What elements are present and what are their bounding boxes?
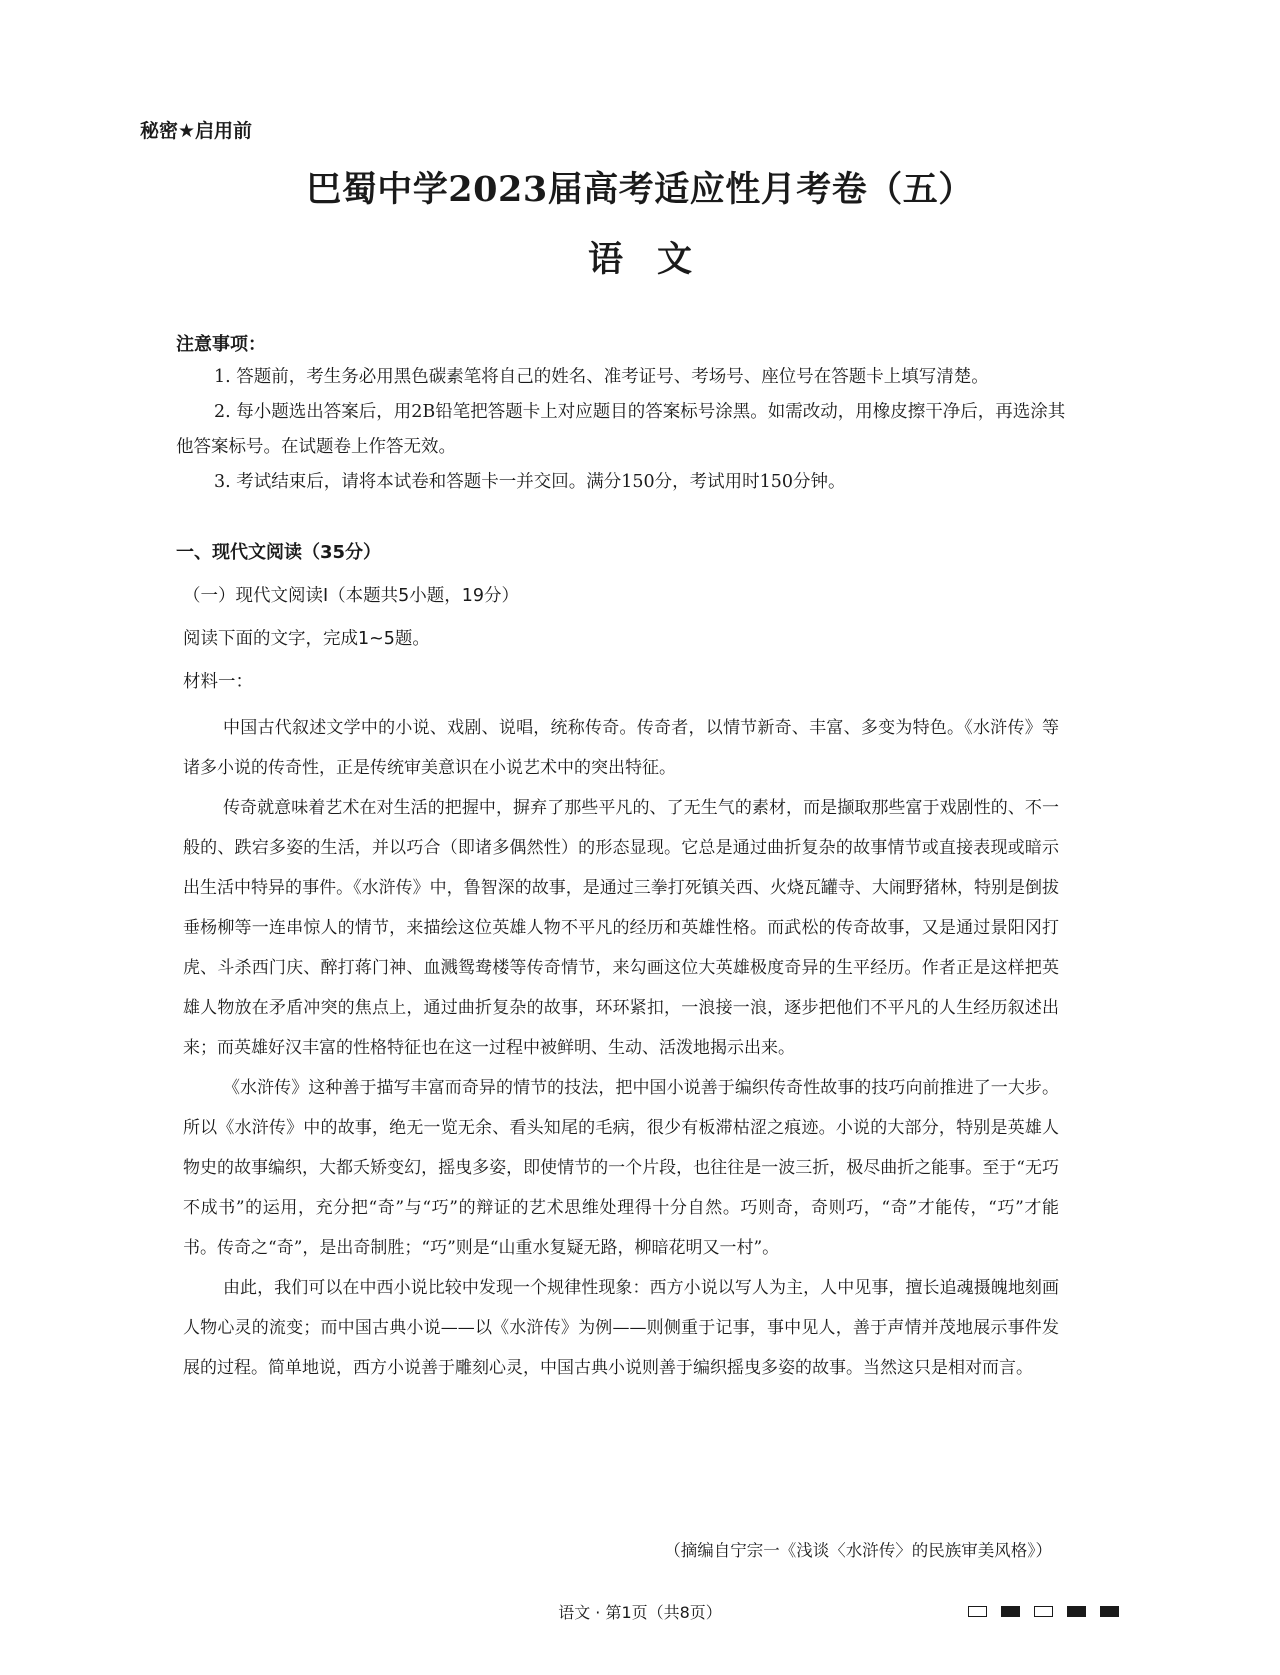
notice-heading: 注意事项： — [176, 334, 266, 355]
material-label: 材料一： — [183, 672, 253, 692]
scan-mark-filled — [1100, 1606, 1119, 1617]
confidential-label: 秘密★启用前 — [140, 120, 253, 142]
notice-list — [176, 360, 1076, 500]
source-citation: （摘编自宁宗一《浅谈〈水浒传〉的民族审美风格》） — [664, 1541, 1052, 1560]
notice-item: 1. 答题前，考生务必用黑色碳素笔将自己的姓名、准考证号、考场号、座位号在答题卡上填写清楚。 — [214, 367, 989, 387]
exam-title: 巴蜀中学2023届高考适应性月考卷（五） — [306, 169, 974, 210]
notice-item: 3. 考试结束后，请将本试卷和答题卡一并交回。满分150分，考试用时150分钟。 — [214, 472, 846, 492]
passage-paragraph: 中国古代叙述文学中的小说、戏剧、说唱，统称传奇。传奇者，以情节新奇、丰富、多变为特色。《水浒传》等诸多小说的传奇性，正是传统审美意识在小说艺术中的突出特征。 — [183, 718, 1059, 778]
notice-item: 2. 每小题选出答案后，用2B铅笔把答题卡上对应题目的答案标号涂黑。如需改动，用橡皮擦干净后，再选涂其他答案标号。在试题卷上作答无效。 — [176, 402, 1066, 457]
scan-mark-empty — [1034, 1606, 1053, 1617]
reading-passage — [183, 708, 1059, 1388]
passage-paragraph: 由此，我们可以在中西小说比较中发现一个规律性现象：西方小说以写人为主，人中见事，擅长追魂摄魄地刻画人物心灵的流变；而中国古典小说——以《水浒传》为例——则侧重于记事，事中见人，善于声情并茂地展示事件发展的过程。简单地说，西方小说善于雕刻心灵，中国古典小说则善于编织摇曳多姿的故事。当然这只是相对而言。 — [183, 1278, 1059, 1378]
subject-title: 语文 — [587, 239, 726, 280]
scan-marks — [968, 1606, 1119, 1617]
scan-mark-filled — [1001, 1606, 1020, 1617]
scan-mark-filled — [1067, 1606, 1086, 1617]
subsection-heading: （一）现代文阅读Ⅰ（本题共5小题，19分） — [183, 586, 520, 606]
page-footer: 语文 · 第1页（共8页） — [558, 1603, 722, 1622]
passage-paragraph: 《水浒传》这种善于描写丰富而奇异的情节的技法，把中国小说善于编织传奇性故事的技巧向前推进了一大步。所以《水浒传》中的故事，绝无一览无余、看头知尾的毛病，很少有板滞枯涩之痕迹。小说的大部分，特别是英雄人物史的故事编织，大都夭矫变幻，摇曳多姿，即使情节的一个片段，也往往是一波三折，极尽曲折之能事。至于“无巧不成书”的运用，充分把“奇”与“巧”的辩证的艺术思维处理得十分自然。巧则奇，奇则巧，“奇”才能传，“巧”才能书。传奇之“奇”，是出奇制胜；“巧”则是“山重水复疑无路，柳暗花明又一村”。 — [183, 1078, 1059, 1258]
reading-instruction: 阅读下面的文字，完成1~5题。 — [183, 629, 430, 649]
section-heading: 一、现代文阅读（35分） — [176, 542, 382, 563]
scan-mark-empty — [968, 1606, 987, 1617]
passage-paragraph: 传奇就意味着艺术在对生活的把握中，摒弃了那些平凡的、了无生气的素材，而是撷取那些富于戏剧性的、不一般的、跌宕多姿的生活，并以巧合（即诸多偶然性）的形态显现。它总是通过曲折复杂的故事情节或直接表现或暗示出生活中特异的事件。《水浒传》中，鲁智深的故事，是通过三拳打死镇关西、火烧瓦罐寺、大闹野猪林，特别是倒拔垂杨柳等一连串惊人的情节，来描绘这位英雄人物不平凡的经历和英雄性格。而武松的传奇故事，又是通过景阳冈打虎、斗杀西门庆、醉打蒋门神、血溅鸳鸯楼等传奇情节，来勾画这位大英雄极度奇异的生平经历。作者正是这样把英雄人物放在矛盾冲突的焦点上，通过曲折复杂的故事，环环紧扣，一浪接一浪，逐步把他们不平凡的人生经历叙述出来；而英雄好汉丰富的性格特征也在这一过程中被鲜明、生动、活泼地揭示出来。 — [183, 798, 1059, 1058]
